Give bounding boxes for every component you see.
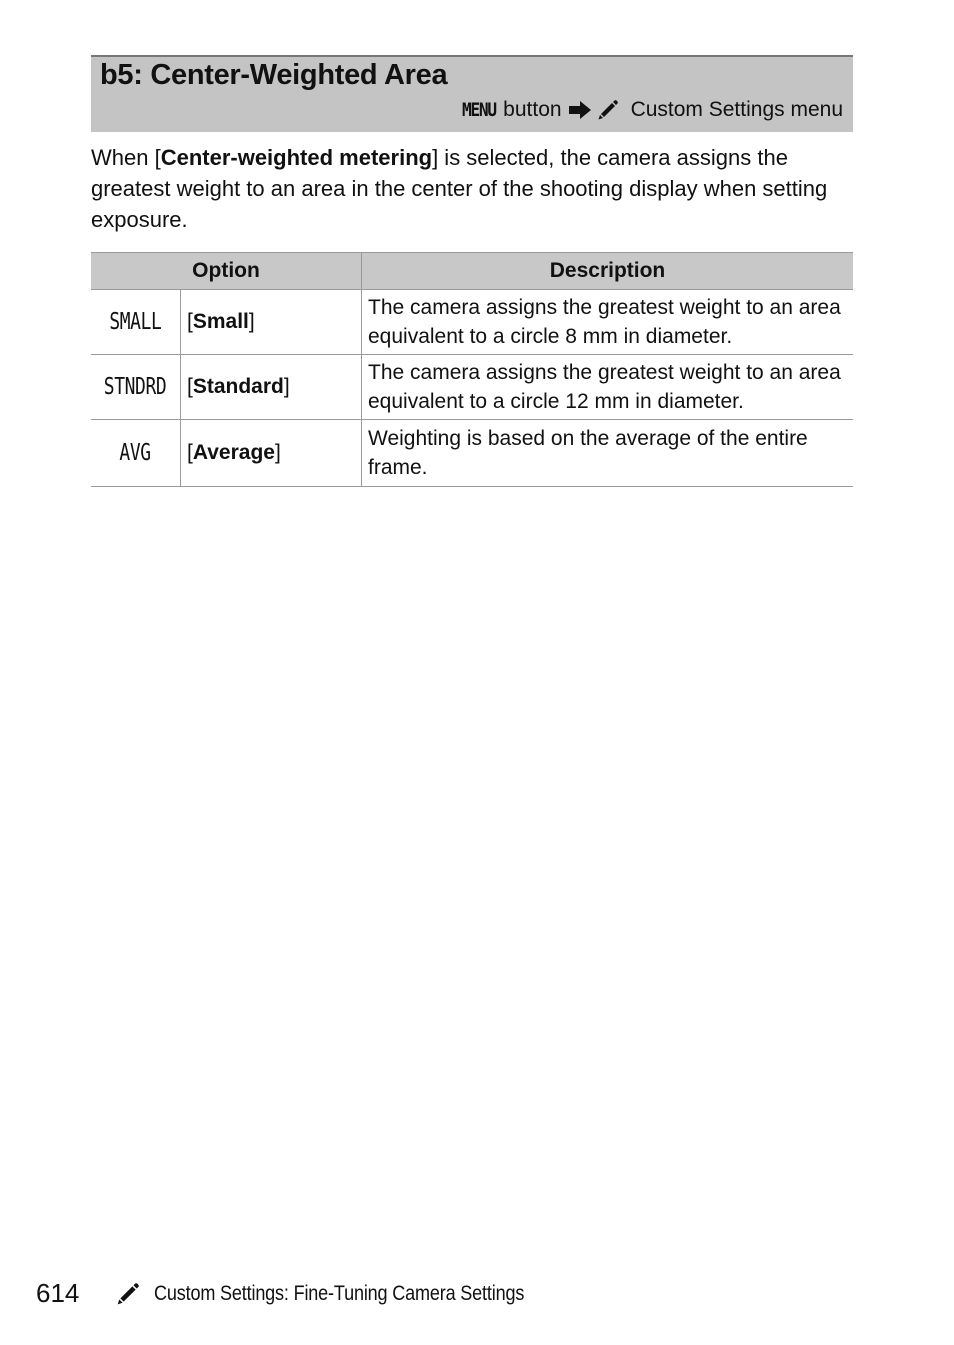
section-header <box>91 55 853 132</box>
description-column-header: Description <box>362 253 854 290</box>
page-number: 614 <box>36 1278 80 1308</box>
pencil-icon <box>116 1282 140 1306</box>
footer-section-title: Custom Settings: Fine-Tuning Camera Settings <box>154 1281 525 1305</box>
option-description: The camera assigns the greatest weight to an area equivalent to a circle 12 mm in diameter. <box>362 355 854 420</box>
page-footer <box>36 1278 584 1309</box>
page-title: b5: Center-Weighted Area <box>100 59 448 91</box>
menu-button-text: button <box>503 98 562 121</box>
option-name: Small <box>192 310 249 333</box>
average-icon: AVG <box>119 440 152 466</box>
standard-icon: STNDRD <box>104 374 167 400</box>
table-row <box>91 355 853 420</box>
arrow-right-icon <box>568 100 592 120</box>
option-name-cell: [Standard] <box>181 355 362 420</box>
option-icon-cell <box>91 355 181 420</box>
option-column-header: Option <box>91 253 362 290</box>
option-name-cell: [Average] <box>181 420 362 487</box>
table-header-row <box>91 253 853 290</box>
option-icon-cell <box>91 290 181 355</box>
intro-bold-term: Center-weighted metering <box>160 145 433 170</box>
intro-prefix: When [ <box>91 145 161 170</box>
menu-button-glyph: MENU <box>462 99 497 121</box>
pencil-icon <box>597 99 619 121</box>
option-name: Standard <box>192 375 284 398</box>
options-table <box>91 252 853 487</box>
option-description: Weighting is based on the average of the entire frame. <box>362 420 854 487</box>
option-name: Average <box>192 441 275 464</box>
option-name-cell: [Small] <box>181 290 362 355</box>
intro-paragraph <box>91 142 861 235</box>
menu-path <box>459 98 843 122</box>
option-description: The camera assigns the greatest weight to an area equivalent to a circle 8 mm in diameter. <box>362 290 854 355</box>
option-icon-cell <box>91 420 181 487</box>
table-row <box>91 290 853 355</box>
menu-name: Custom Settings menu <box>630 98 843 121</box>
intro-suffix: ] is selected, the camera assigns the greatest weight to an area in the center of the shooting display when setting exposure. <box>91 145 828 232</box>
table-row <box>91 420 853 487</box>
small-icon: SMALL <box>109 309 162 335</box>
